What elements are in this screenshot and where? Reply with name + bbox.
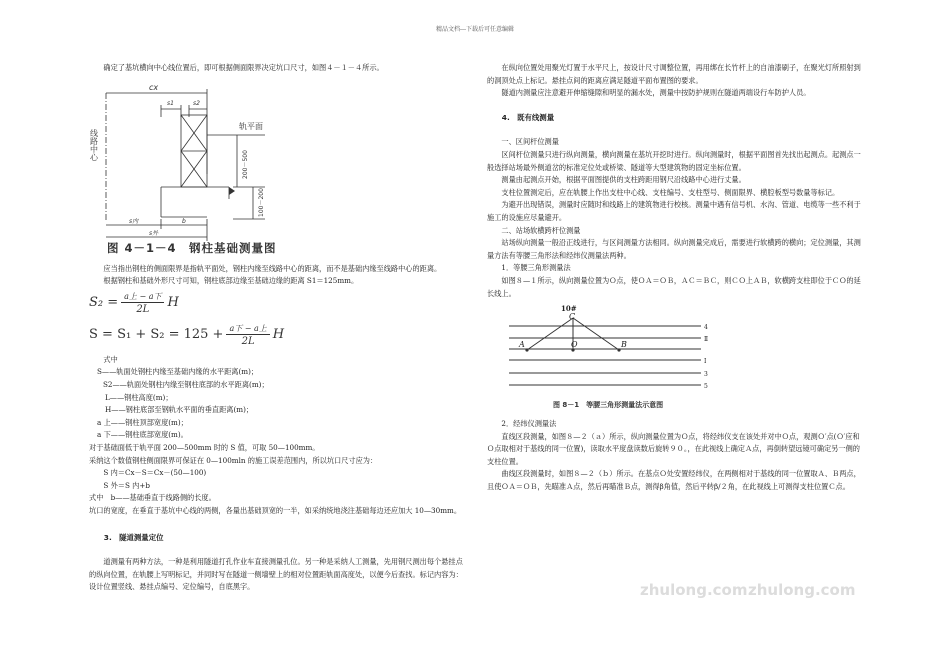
definition-item: L——钢柱高度(m)；	[105, 392, 173, 402]
label-point-o: O	[571, 340, 578, 350]
paragraph-isosceles: 如图８—１所示，纵向测量位置为Ｏ点，使ＯＡ＝ＯＢ，ＡＣ＝ＢＣ，则ＣＯ上ＡＢ，软横跨支柱即位于ＣＯ的延长线上。	[487, 275, 861, 298]
right-column	[487, 62, 865, 494]
figure-steel-column-drawing	[89, 79, 279, 257]
paragraph-spotlight: 在纵向位置处用聚光灯置于水平尺上，按设计尺寸调整位置，再用绑在长竹杆上的自油漆刷子，在聚光灯所照射到的洞顶处点上标记。悬挂点间的距离应满足隧道平面布置图的要求。	[487, 63, 861, 85]
label-pole-number: 10#	[561, 304, 577, 314]
definition-item: a 下——钢柱底部宽度(m)。	[97, 430, 188, 440]
definition-list	[89, 366, 465, 442]
label-point-a: A	[519, 340, 525, 350]
label-track-4: 4	[704, 324, 708, 332]
paragraph-longitudinal: 区间杆位测量只进行纵向测量，横向测量在基坑开挖时进行。纵向测量时，根据平面图首先找出起测点。起测点一般选择站场最外侧道岔的标准定位处或桥梁、隧道等大型建筑物的固定坐标位置。	[487, 149, 861, 172]
formula-s2-lhs: S₂ =	[89, 295, 119, 311]
figure-caption: 图 4－1－4 钢柱基础测量图	[107, 241, 277, 255]
paragraph-marks: 支柱位置测定后，应在轨腰上作出支柱中心线、支柱编号、支柱型号、侧面限界、横腔板型号数量等标记。	[501, 187, 840, 197]
paragraph-curve-section: 曲线区段测量时，如图８—２（ｂ）所示。在基点Ｏ处安置经纬仪，在两侧相对于基线的同一位置取Ａ、Ｂ两点，且使ＯＡ＝ＯＢ，先瞄准Ａ点，然后再瞄准Ｂ点，测得β角值，然后平转β/２角，在此视线上可测得支柱位置Ｃ点。	[487, 469, 861, 492]
heading-existing-line: 4. 既有线测量	[501, 112, 555, 122]
label-track-i: Ⅰ	[704, 358, 707, 366]
formula-s2-denominator: 2L	[136, 303, 150, 315]
paragraph-b-def: 式中 b——基础垂直于线路侧的长度。	[89, 493, 216, 503]
paragraph-tunnel-notes: 隧道内测量应注意避开伸缩缝隙和明显的漏水处，测量中按防护规则在隧道两端设行车防护人员。	[501, 88, 811, 98]
page-header: 精品文档---下载后可任意编辑	[435, 26, 515, 33]
paragraph-station-survey: 站场纵向测量一般沿正线进行，与区间测量方法相同。纵向测量完成后，需要进行软横跨的横向；定位测量，其测量方法有等腰三角形法和经纬仪测量法两种。	[487, 238, 861, 260]
intro-paragraph: 确定了基坑横向中心线位置后，即可根据侧面限界决定坑口尺寸，如图４－１－４所示。	[103, 63, 384, 72]
watermark: zhulong.com	[748, 581, 856, 599]
definition-item: S2——轨面处钢柱内缘至钢柱底部的水平距离(m)；	[103, 379, 269, 389]
label-b: b	[182, 217, 186, 225]
label-track-5: 5	[704, 383, 708, 391]
figure-isosceles-triangle	[501, 304, 711, 414]
subheading-isosceles: 1．等腰三角形测量法	[501, 263, 571, 273]
label-s-in: s内	[129, 217, 139, 225]
definition-item: a 上——钢柱顶部宽度(m)；	[97, 417, 188, 427]
heading-tunnel-survey: 3. 隧道测量定位	[103, 532, 164, 542]
formula-s-numerator: a下 − a上	[226, 324, 269, 335]
formula-s2	[89, 292, 465, 316]
equation-s-in: S 内＝Cx－S＝Cx－(50—100)	[103, 468, 207, 478]
label-track-3: 3	[704, 371, 708, 379]
formula-s-tail: H	[272, 327, 285, 343]
formula-s	[89, 324, 465, 348]
paragraph-side-limit: 应当指出钢柱的侧面限界是指轨平面处，钢柱内缘至线路中心的距离，而不是基础内缘至线路中心的距离。	[103, 263, 442, 273]
label-point-b: B	[621, 340, 627, 350]
definition-item: H——钢柱底部至钢轨水平面的垂直距离(m)；	[105, 405, 254, 415]
paragraph-check: 为避开出现错误，测量时应随时和线路上的建筑物进行校核。测量中遇有信号机、水沟、管道、电缆等一些不利于施工的设施应尽量避开。	[487, 200, 861, 222]
paragraph-straight-section: 直线区段测量，如图８—２（ａ）所示，纵向测量位置为Ｏ点，将经纬仪支在该处并对中Ｏ点，观测Ｏ′点(Ｏ′应和Ｏ点取相对于基线的同一位置)，读取水平度盘读数后旋转９０。，在此视线上确定Ａ点，再倒转望远镜可确定另一侧的支柱位置。	[487, 431, 860, 466]
paragraph-tunnel-methods: 道测量有两种方法，一种是利用隧道打孔作业车直接测量孔位。另一种是采纳人工测量，先用钢尺测出每个悬挂点的纵向位置，在轨腰上写明标记，并同时写在隧道一侧墙壁上的相对位置距轨面高度处，以便今后查找。标记内容为：设计位置竖线、悬挂点编号、定位编号，自底黑字。	[89, 557, 463, 592]
label-depth-1: 200－500	[242, 149, 249, 179]
formula-s2-fraction	[121, 292, 164, 316]
paragraph-s1: 根据钢柱和基础外形尺寸可知，钢柱底部边缘至基础边缘的距离 S1＝125mm。	[103, 276, 359, 286]
formula-s-denominator: 2L	[241, 335, 255, 347]
formula-s-fraction	[226, 324, 269, 348]
figure-caption: 图 8－1 等腰三角形测量法示意图	[553, 400, 664, 409]
subheading-section-pole: 一、区间杆位测量	[501, 137, 559, 147]
label-s1: s1	[167, 99, 174, 107]
label-track-center: 线路中心	[89, 128, 99, 161]
paragraph-error-range: 采纳这个数值钢柱侧面限界可保证在 0—100mln 的施工误差范围内，所以坑口尺寸应为：	[89, 455, 378, 465]
equation-s-out: S 外＝S 内+b	[103, 480, 150, 490]
formula-s2-numerator: a上 − a下	[121, 292, 164, 303]
label-depth-2: 100－200	[258, 187, 265, 217]
label-s2: s2	[193, 99, 200, 107]
paragraph-pit-width: 坑口的宽度，在垂直于基坑中心线的两侧，各量出基础顶宽的一半，如采纳统地浇注基础每边还应加大 10—30mm。	[89, 505, 462, 515]
paragraph-start-point: 测量由起测点开始，根据平面图提供的支柱跨距用钢尺沿线路中心进行丈量。	[501, 175, 746, 185]
left-column	[89, 62, 465, 594]
label-s-out: s外	[149, 229, 159, 237]
formula-s-lhs: S = S₁ + S₂ = 125 +	[89, 327, 224, 343]
label-rail-surface: 轨平面	[239, 121, 263, 131]
subheading-station-pole: 二、站场软横跨杆位测量	[501, 225, 581, 235]
label-cx: cx	[149, 82, 159, 92]
where-label: 式中	[103, 354, 118, 364]
subheading-theodolite: 2．经纬仪测量法	[501, 419, 557, 429]
definition-item: S——轨面处钢柱内缘至基础内缘的水平距离(m)；	[97, 367, 259, 377]
figure-steel-column-foundation	[89, 79, 279, 257]
label-track-ii: Ⅱ	[704, 336, 709, 344]
paragraph-s-value: 对于基础面低于轨平面 200—500mm 时的 S 值，可取 50—100mm。	[89, 442, 320, 452]
label-point-c: C	[569, 312, 576, 322]
watermark: zhulong.com	[640, 581, 748, 599]
formula-s2-tail: H	[167, 295, 179, 311]
